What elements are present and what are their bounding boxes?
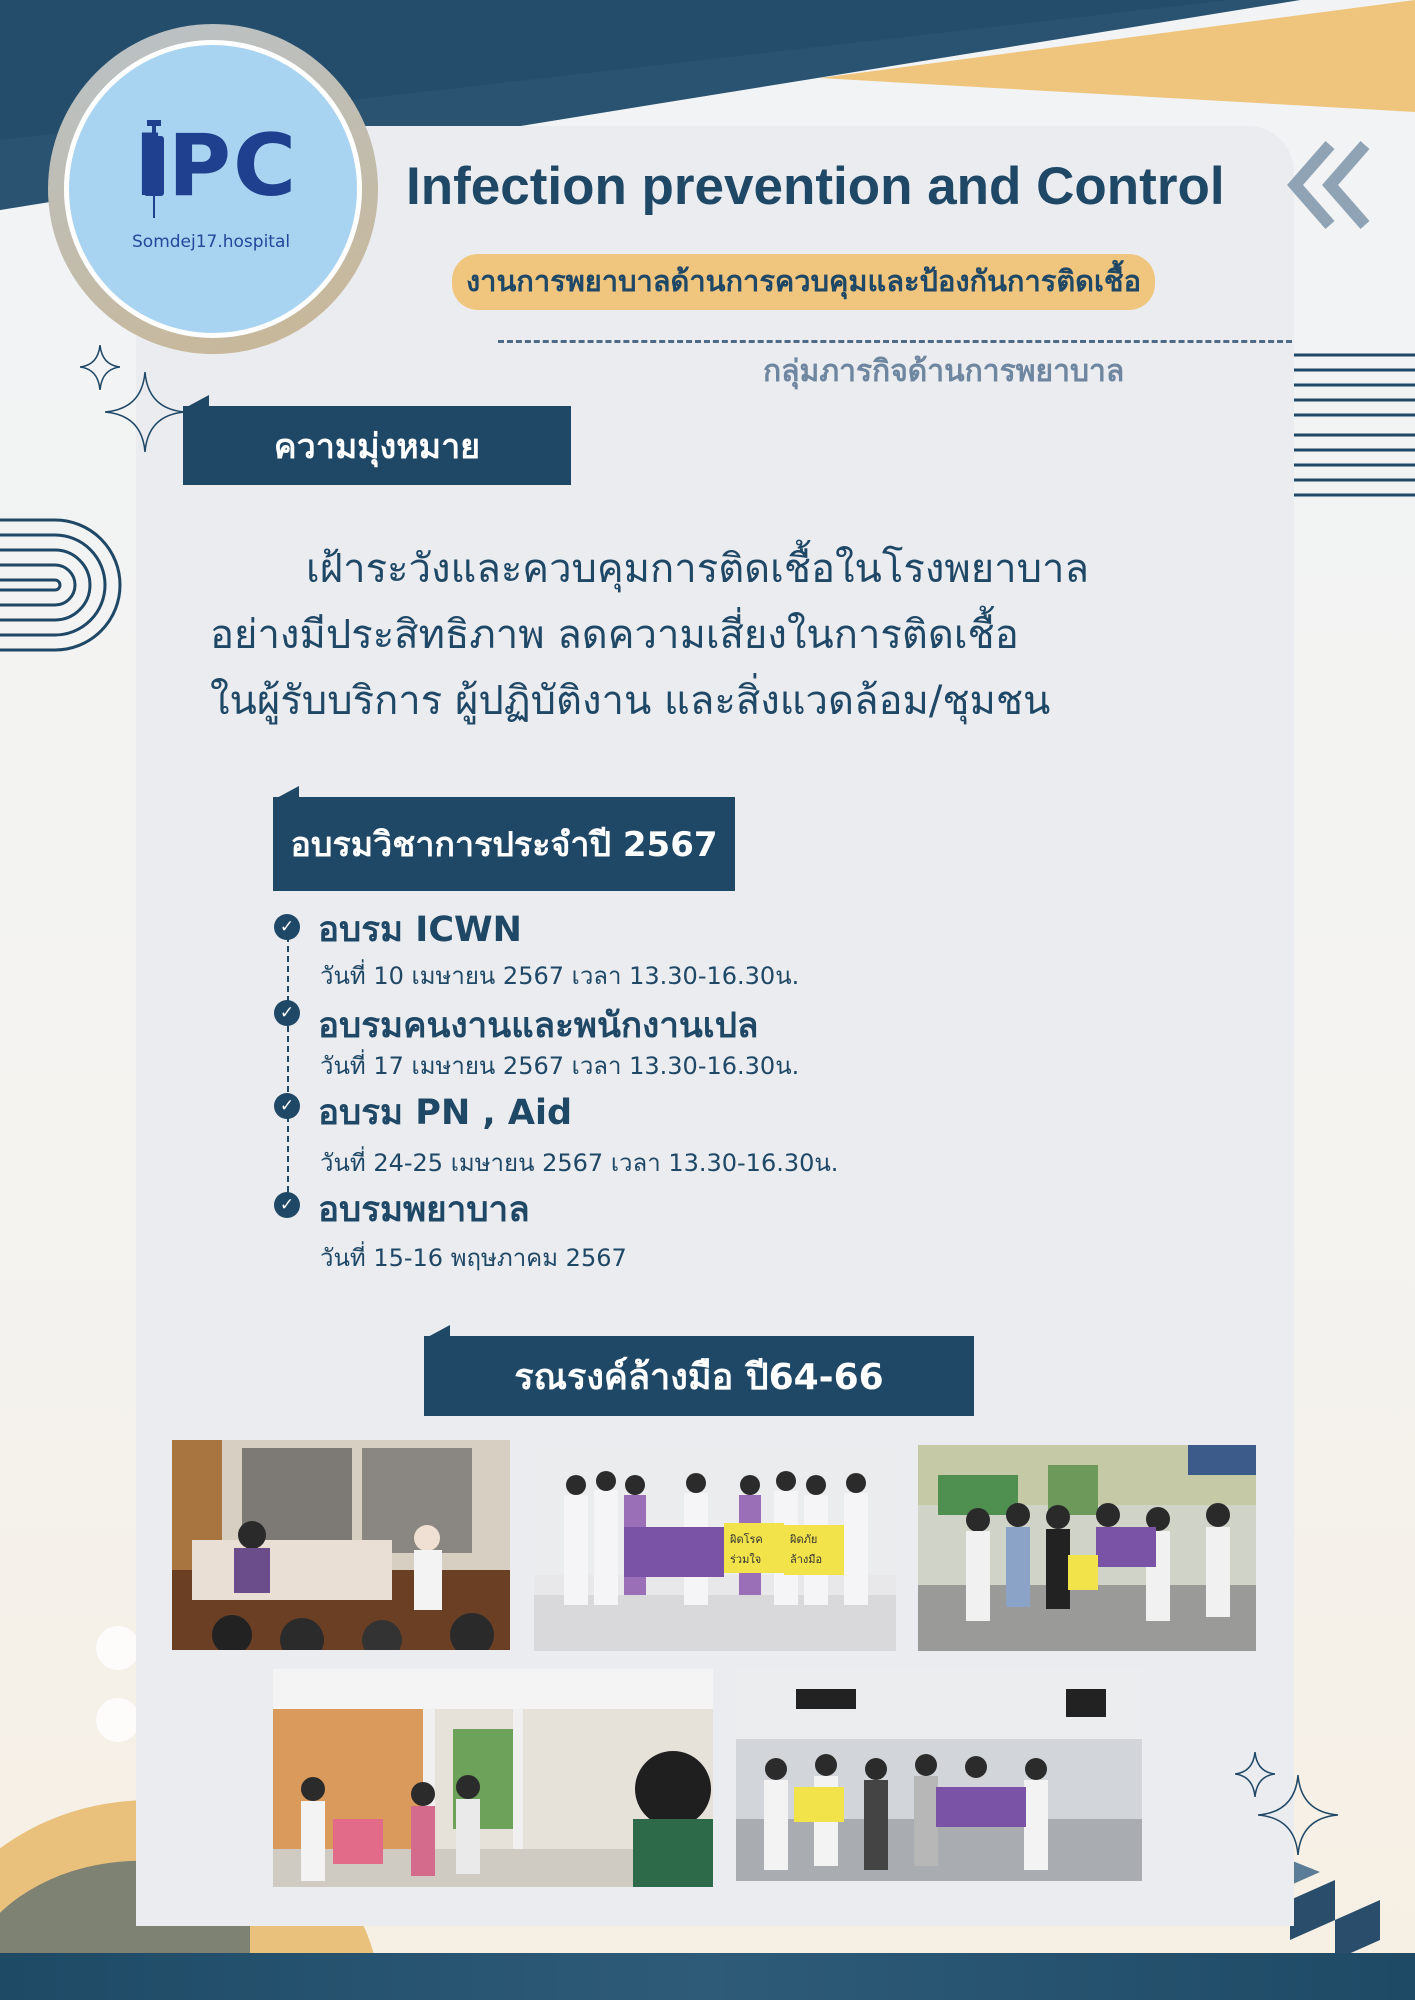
timeline-line: [287, 936, 289, 1212]
check-circle-icon: ✓: [274, 1000, 300, 1026]
page-title: Infection prevention and Control: [406, 157, 1225, 216]
photo-illustration: [736, 1669, 1142, 1881]
photo-illustration: [172, 1440, 510, 1650]
footer-bar: [0, 1953, 1415, 2000]
campaign-photo: [172, 1440, 510, 1650]
sparkle-icon: [1258, 1775, 1338, 1855]
campaign-photo: [273, 1669, 713, 1887]
page-subtitle: งานการพยาบาลด้านการควบคุมและป้องกันการติดเชื้อ: [452, 254, 1155, 310]
training-heading: อบรมวิชาการประจำปี 2567: [273, 797, 735, 891]
training-item-title: อบรมพยาบาล: [318, 1190, 530, 1230]
banner-text: ร่วมใจ: [730, 1553, 762, 1566]
training-item-title: อบรมคนงานและพนักงานเปล: [318, 1006, 759, 1046]
banner-text: ผิดภัย: [790, 1533, 818, 1546]
training-item-title: อบรม PN , Aid: [318, 1093, 573, 1133]
banner-text: ผิดโรค: [730, 1533, 763, 1546]
goal-text-line: อย่างมีประสิทธิภาพ ลดความเสี่ยงในการติดเชื้อ: [210, 612, 1019, 658]
campaign-photo: [534, 1445, 896, 1651]
training-item-date: วันที่ 15-16 พฤษภาคม 2567: [320, 1244, 627, 1272]
training-item-date: วันที่ 17 เมษายน 2567 เวลา 13.30-16.30น.: [320, 1052, 800, 1080]
check-circle-icon: ✓: [274, 1192, 300, 1218]
goal-heading: ความมุ่งหมาย: [183, 406, 571, 485]
goal-text-line: ในผู้รับบริการ ผู้ปฏิบัติงาน และสิ่งแวดล้อม/ชุมชน: [210, 678, 1051, 724]
check-circle-icon: ✓: [274, 914, 300, 940]
check-circle-icon: ✓: [274, 1093, 300, 1119]
logo-subtitle: Somdej17.hospital: [132, 232, 291, 252]
double-chevron-icon: [1270, 140, 1370, 230]
training-item-title: อบรม ICWN: [318, 910, 522, 950]
photo-illustration: [273, 1669, 713, 1887]
sparkle-icon: [105, 372, 185, 452]
banner-text: ล้างมือ: [790, 1553, 823, 1566]
campaign-heading: รณรงค์ล้างมือ ปี64-66: [424, 1336, 974, 1416]
department-label: กลุ่มภารกิจด้านการพยาบาล: [763, 354, 1125, 389]
photo-illustration: [534, 1445, 896, 1651]
logo-mark: IPC: [134, 116, 299, 216]
divider: [498, 340, 1292, 343]
goal-text-line: เฝ้าระวังและควบคุมการติดเชื้อในโรงพยาบาล: [306, 546, 1090, 592]
campaign-photo: [918, 1445, 1256, 1651]
training-item-date: วันที่ 24-25 เมษายน 2567 เวลา 13.30-16.30น.: [320, 1149, 839, 1177]
photo-illustration: [918, 1445, 1256, 1651]
training-list: [272, 900, 872, 1280]
training-item-date: วันที่ 10 เมษายน 2567 เวลา 13.30-16.30น.: [320, 962, 800, 990]
campaign-photo: [736, 1669, 1142, 1881]
